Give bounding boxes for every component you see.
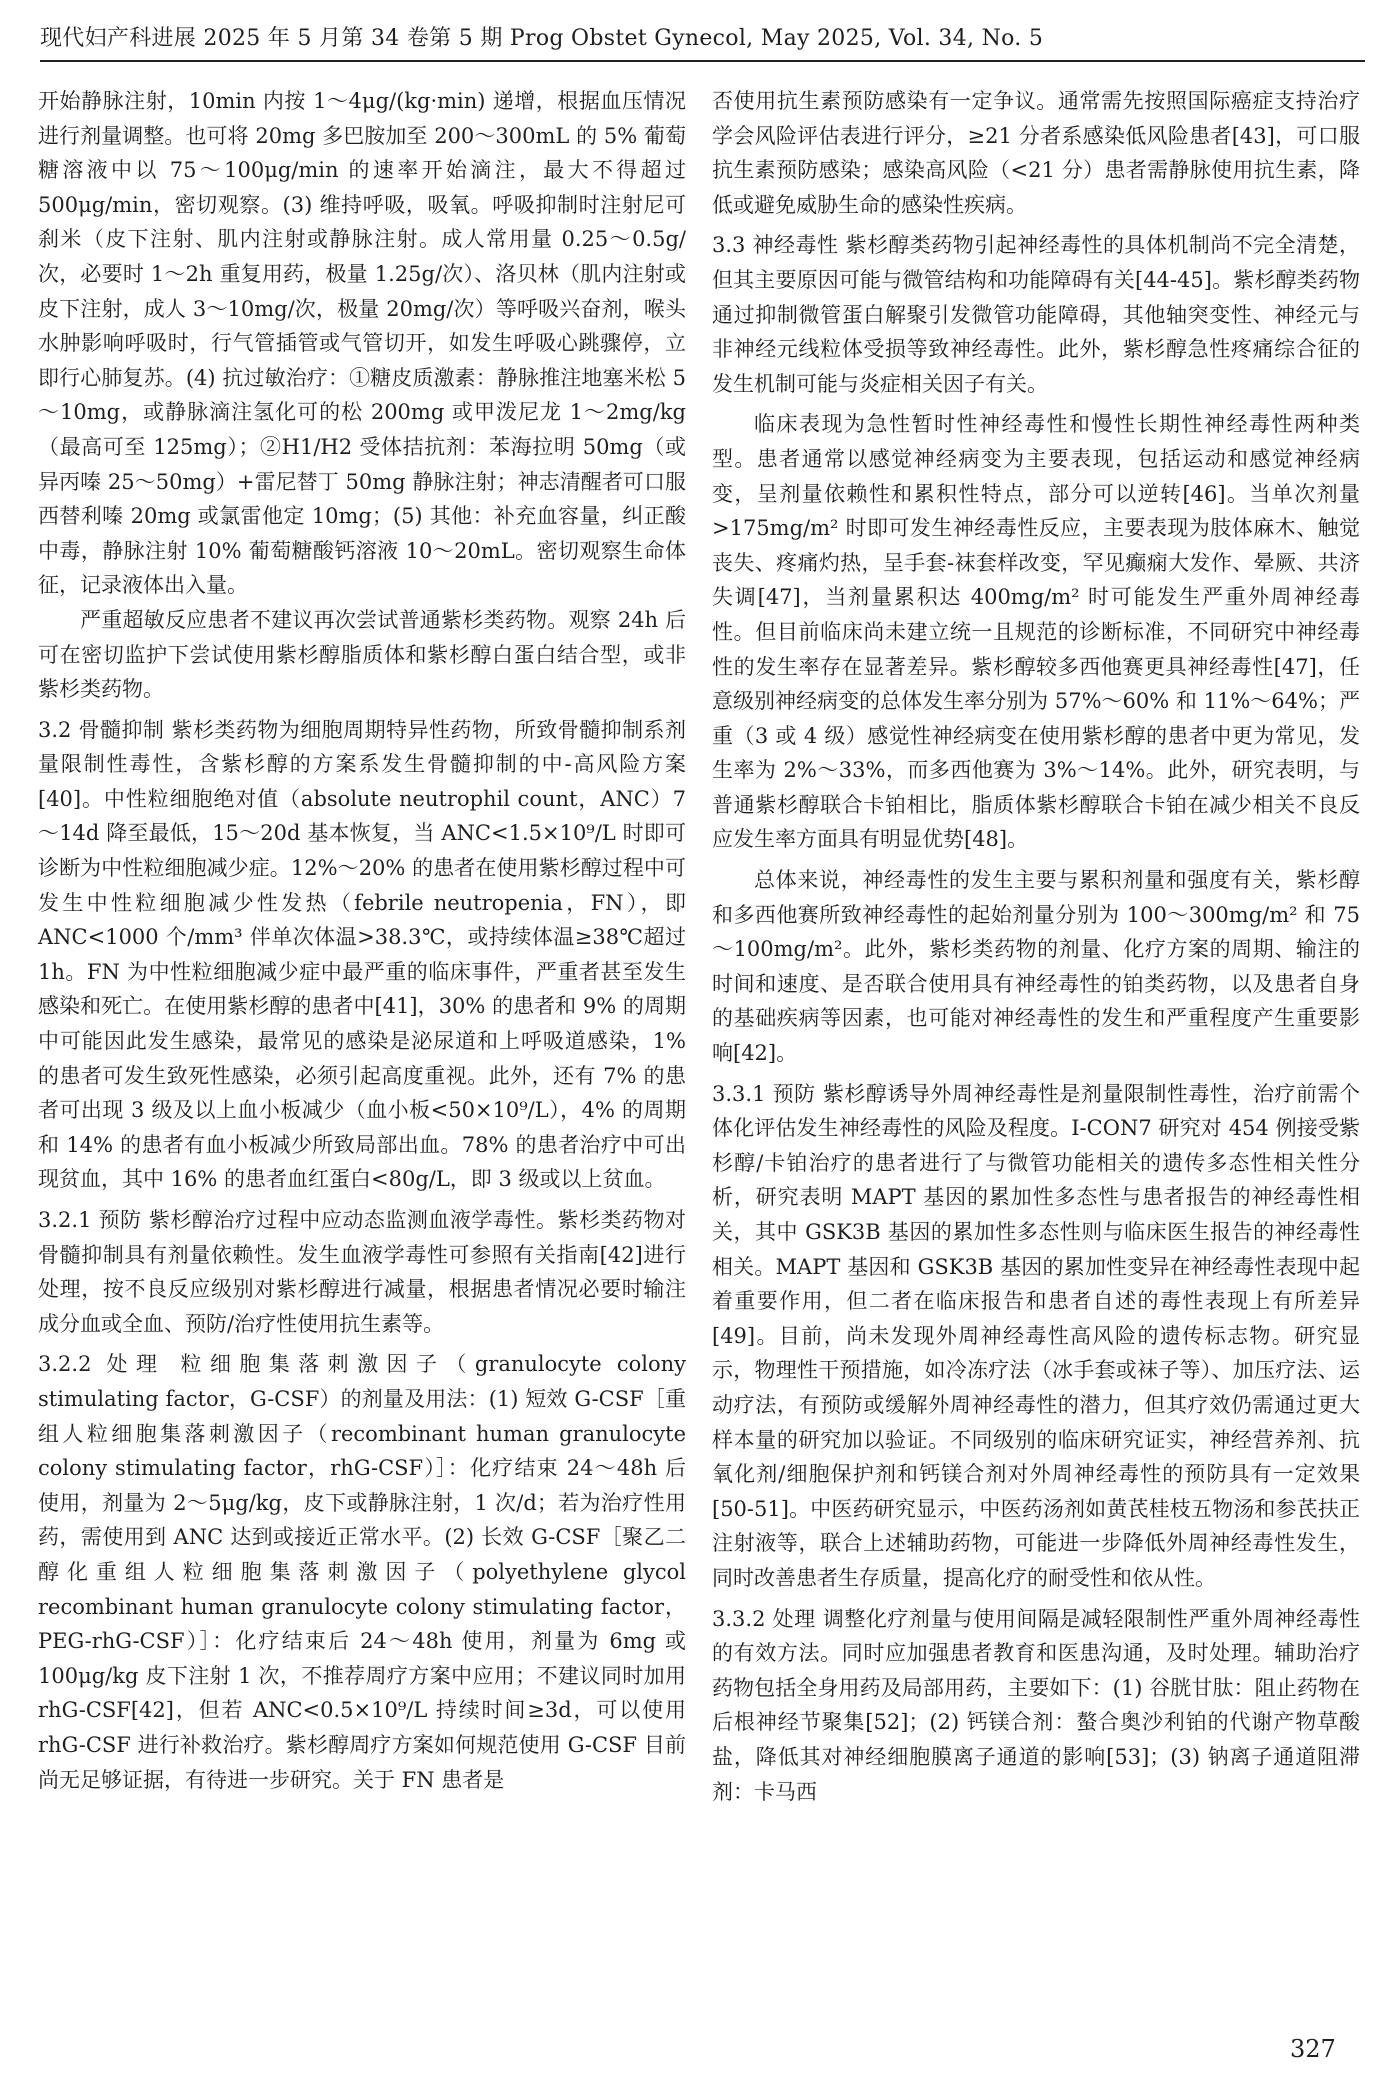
section-3-3-neurotoxicity: 3.3 神经毒性 紫杉醇类药物引起神经毒性的具体机制尚不完全清楚，但其主要原因可能与微管结构和功能障碍有关[44-45]。紫杉醇类药物通过抑制微管蛋白解聚引发微管功能障碍，其他轴突变性、神经元与非神经元线粒体受损等致神经毒性。此外，紫杉醇急性疼痛综合征的发生机制可能与炎症相关因子有关。	[712, 233, 1360, 396]
right-column	[712, 84, 1360, 1809]
paragraph-rechallenge: 严重超敏反应患者不建议再次尝试普通紫杉类药物。观察 24h 后可在密切监护下尝试使用紫杉醇脂质体和紫杉醇白蛋白结合型，或非紫杉类药物。	[38, 607, 686, 702]
header-divider	[40, 60, 1365, 62]
page-number: 327	[1290, 2035, 1336, 2063]
running-header: 现代妇产科进展 2025 年 5 月第 34 卷第 5 期 Prog Obstet Gynecol, May 2025, Vol. 34, No. 5	[40, 26, 1044, 51]
left-column	[38, 84, 686, 1797]
section-3-3-1-prevention: 3.3.1 预防 紫杉醇诱导外周神经毒性是剂量限制性毒性，治疗前需个体化评估发生神经毒性的风险及程度。I-CON7 研究对 454 例接受紫杉醇/卡铂治疗的患者进行了与微管功能相关的遗传多态性相关性分析，研究表明 MAPT 基因的累加性多态性与患者报告的神经毒性相关，其中 GSK3B 基因的累加性多态性则与临床医生报告的神经毒性相关。MAPT 基因和 GSK3B 基因的累加性变异在神经毒性表现中起着重要作用，但二者在临床报告和患者自述的毒性表现上有所差异[49]。目前，尚未发现外周神经毒性高风险的遗传标志物。研究显示，物理性干预措施，如冷冻疗法（冰手套或袜子等）、加压疗法、运动疗法，有预防或缓解外周神经毒性的潜力，但其疗效仍需通过更大样本量的研究加以验证。不同级别的临床研究证实，神经营养剂、抗氧化剂/细胞保护剂和钙镁合剂对外周神经毒性的预防具有一定效果[50-51]。中医药研究显示，中医药汤剂如黄芪桂枝五物汤和参芪扶正注射液等，联合上述辅助药物，可能进一步降低外周神经毒性发生，同时改善患者生存质量，提高化疗的耐受性和依从性。	[712, 1081, 1360, 1590]
paragraph-summary: 总体来说，神经毒性的发生主要与累积剂量和强度有关，紫杉醇和多西他赛所致神经毒性的起始剂量分别为 100～300mg/m² 和 75～100mg/m²。此外，紫杉类药物的剂量、化疗方案的周期、输注的时间和速度、是否联合使用具有神经毒性的铂类药物，以及患者自身的基础疾病等因素，也可能对神经毒性的发生和严重程度产生重要影响[42]。	[712, 868, 1360, 1066]
section-3-2-2-treatment: 3.2.2 处理 粒细胞集落刺激因子（granulocyte colony stimulating factor，G-CSF）的剂量及用法：(1) 短效 G-CSF［重组人粒细胞集落刺激因子（recombinant human granulocyte colony stimulating factor，rhG-CSF）］：化疗结束 24～48h 后使用，剂量为 2～5μg/kg，皮下或静脉注射，1 次/d；若为治疗性用药，需使用到 ANC 达到或接近正常水平。(2) 长效 G-CSF［聚乙二醇化重组人粒细胞集落刺激因子（polyethylene glycol recombinant human granulocyte colony stimulating factor，PEG-rhG-CSF）］：化疗结束后 24～48h 使用，剂量为 6mg 或 100μg/kg 皮下注射 1 次，不推荐周疗方案中应用；不建议同时加用 rhG-CSF[42]，但若 ANC<0.5×10⁹/L 持续时间≥3d，可以使用 rhG-CSF 进行补救治疗。紫杉醇周疗方案如何规范使用 G-CSF 目前尚无足够证据，有待进一步研究。关于 FN 患者是	[38, 1352, 686, 1792]
paragraph-clinical-manifestation: 临床表现为急性暂时性神经毒性和慢性长期性神经毒性两种类型。患者通常以感觉神经病变为主要表现，包括运动和感觉神经病变，呈剂量依赖性和累积性特点，部分可以逆转[46]。当单次剂量>175mg/m² 时即可发生神经毒性反应，主要表现为肢体麻木、触觉丧失、疼痛灼热，呈手套-袜套样改变，罕见癫痫大发作、晕厥、共济失调[47]，当剂量累积达 400mg/m² 时可能发生严重外周神经毒性。但目前临床尚未建立统一且规范的诊断标准，不同研究中神经毒性的发生率存在显著差异。紫杉醇较多西他赛更具神经毒性[47]，任意级别神经病变的总体发生率分别为 57%～60% 和 11%～64%；严重（3 或 4 级）感觉性神经病变在使用紫杉醇的患者中更为常见，发生率为 2%～33%，而多西他赛为 3%～14%。此外，研究表明，与普通紫杉醇联合卡铂相比，脂质体紫杉醇联合卡铂在减少相关不良反应发生率方面具有明显优势[48]。	[712, 412, 1360, 852]
section-3-3-2-treatment: 3.3.2 处理 调整化疗剂量与使用间隔是减轻限制性严重外周神经毒性的有效方法。同时应加强患者教育和医患沟通，及时处理。辅助治疗药物包括全身用药及局部用药，主要如下：(1) 谷胱甘肽：阻止药物在后根神经节聚集[52]；(2) 钙镁合剂：螯合奥沙利铂的代谢产物草酸盐，降低其对神经细胞膜离子通道的影响[53]；(3) 钠离子通道阻滞剂：卡马西	[712, 1606, 1360, 1804]
section-3-2-1-prevention: 3.2.1 预防 紫杉醇治疗过程中应动态监测血液学毒性。紫杉类药物对骨髓抑制具有剂量依赖性。发生血液学毒性可参照有关指南[42]进行处理，按不良反应级别对紫杉醇进行减量，根据患者情况必要时输注成分血或全血、预防/治疗性使用抗生素等。	[38, 1208, 686, 1336]
paragraph-anaphylaxis-treatment: 开始静脉注射，10min 内按 1～4μg/(kg·min) 递增，根据血压情况进行剂量调整。也可将 20mg 多巴胺加至 200～300mL 的 5% 葡萄糖溶液中以 75～100μg/min 的速率开始滴注，最大不得超过 500μg/min，密切观察。(3) 维持呼吸，吸氧。呼吸抑制时注射尼可刹米（皮下注射、肌内注射或静脉注射。成人常用量 0.25～0.5g/次，必要时 1～2h 重复用药，极量 1.25g/次）、洛贝林（肌内注射或皮下注射，成人 3～10mg/次，极量 20mg/次）等呼吸兴奋剂，喉头水肿影响呼吸时，行气管插管或气管切开，如发生呼吸心跳骤停，立即行心肺复苏。(4) 抗过敏治疗：①糖皮质激素：静脉推注地塞米松 5～10mg，或静脉滴注氢化可的松 200mg 或甲泼尼龙 1～2mg/kg（最高可至 125mg）；②H1/H2 受体拮抗剂：苯海拉明 50mg（或异丙嗪 25～50mg）+雷尼替丁 50mg 静脉注射；神志清醒者可口服西替利嗪 20mg 或氯雷他定 10mg；(5) 其他：补充血容量，纠正酸中毒，静脉注射 10% 葡萄糖酸钙溶液 10～20mL。密切观察生命体征，记录液体出入量。	[38, 89, 686, 598]
section-3-2-bone-marrow-suppression: 3.2 骨髓抑制 紫杉类药物为细胞周期特异性药物，所致骨髓抑制系剂量限制性毒性，含紫杉醇的方案系发生骨髓抑制的中-高风险方案[40]。中性粒细胞绝对值（absolute neutrophil count，ANC）7～14d 降至最低，15～20d 基本恢复，当 ANC<1.5×10⁹/L 时即可诊断为中性粒细胞减少症。12%～20% 的患者在使用紫杉醇过程中可发生中性粒细胞减少性发热（febrile neutropenia，FN），即 ANC<1000 个/mm³ 伴单次体温>38.3℃，或持续体温≥38℃超过 1h。FN 为中性粒细胞减少症中最严重的临床事件，严重者甚至发生感染和死亡。在使用紫杉醇的患者中[41]，30% 的患者和 9% 的周期中可能因此发生感染，最常见的感染是泌尿道和上呼吸道感染，1% 的患者可发生致死性感染，必须引起高度重视。此外，还有 7% 的患者可出现 3 级及以上血小板减少（血小板<50×10⁹/L），4% 的周期和 14% 的患者有血小板减少所致局部出血。78% 的患者治疗中可出现贫血，其中 16% 的患者血红蛋白<80g/L，即 3 级或以上贫血。	[38, 717, 686, 1192]
paragraph-fn-antibiotics: 否使用抗生素预防感染有一定争议。通常需先按照国际癌症支持治疗学会风险评估表进行评分，≥21 分者系感染低风险患者[43]，可口服抗生素预防感染；感染高风险（<21 分）患者需静脉使用抗生素，降低或避免威胁生命的感染性疾病。	[712, 89, 1360, 217]
